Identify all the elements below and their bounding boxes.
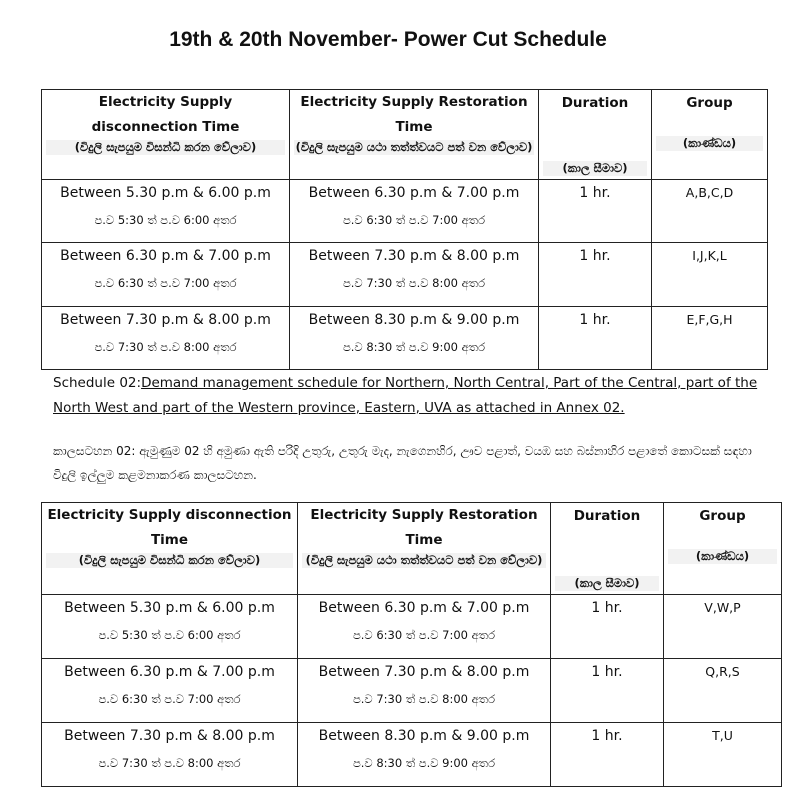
header-disconnect-time: Electricity Supply disconnection Time (විදුලි සැපයුම විසන්ධි කරන වේලාව) [42,503,298,595]
header-duration: Duration (කාල සීමාව) [551,503,664,595]
schedule-02-note-sinhala: කාලසටහන 02: ඇමුණුම 02 හි අමුණා ඇති පරිදි උතුරු, උතුරු මැද, නැගෙනහිර, ඌව පළාත්, වයඹ සහ බස්නාහිර පළාතේ කොටසක් සඳහා විදුලි ඉල්ලුම කළමනාකරණ කාලසටහන. [53,444,752,482]
header-disconnect-time: Electricity Supply disconnection Time (විදුලි සැපයුම විසන්ධි කරන වේලාව) [42,90,290,180]
duration-cell: 1 hr. [539,180,652,243]
group-cell: I,J,K,L [652,243,768,307]
disconnect-time-cell: Between 6.30 p.m & 7.00 p.m ප.ව 6:30 ත් ප.ව 7:00 අතර [42,243,290,307]
table-row [42,723,782,787]
group-cell: Q,R,S [664,659,782,723]
table-header-row [42,503,782,595]
schedule-02-label: Schedule 02: [53,375,142,391]
disconnect-time-cell: Between 6.30 p.m & 7.00 p.m ප.ව 6:30 ත් ප.ව 7:00 අතර [42,659,298,723]
restoration-time-cell: Between 8.30 p.m & 9.00 p.m ප.ව 8:30 ත් ප.ව 9:00 අතර [290,307,539,370]
duration-cell: 1 hr. [551,595,664,659]
schedule-02-note [53,371,773,421]
duration-cell: 1 hr. [539,307,652,370]
header-group: Group (කාණ්ඩය) [652,90,768,180]
header-group: Group (කාණ්ඩය) [664,503,782,595]
disconnect-time-cell: Between 7.30 p.m & 8.00 p.m ප.ව 7:30 ත් ප.ව 8:00 අතර [42,723,298,787]
disconnect-time-cell: Between 7.30 p.m & 8.00 p.m ප.ව 7:30 ත් ප.ව 8:00 අතර [42,307,290,370]
table-row [42,180,768,243]
schedule-table-2 [41,502,782,787]
header-restoration-time: Electricity Supply Restoration Time (විදුලි සැපයුම යථා තත්ත්වයට පත් වන වේලාව) [290,90,539,180]
disconnect-time-cell: Between 5.30 p.m & 6.00 p.m ප.ව 5:30 ත් ප.ව 6:00 අතර [42,180,290,243]
schedule-table-1 [41,89,768,370]
table-header-row [42,90,768,180]
header-restoration-time: Electricity Supply Restoration Time (විදුලි සැපයුම යථා තත්ත්වයට පත් වන වේලාව) [298,503,551,595]
table-row [42,307,768,370]
restoration-time-cell: Between 8.30 p.m & 9.00 p.m ප.ව 8:30 ත් ප.ව 9:00 අතර [298,723,551,787]
duration-cell: 1 hr. [551,659,664,723]
duration-cell: 1 hr. [551,723,664,787]
group-cell: T,U [664,723,782,787]
table-row [42,595,782,659]
restoration-time-cell: Between 7.30 p.m & 8.00 p.m ප.ව 7:30 ත් ප.ව 8:00 අතර [290,243,539,307]
group-cell: E,F,G,H [652,307,768,370]
restoration-time-cell: Between 6.30 p.m & 7.00 p.m ප.ව 6:30 ත් ප.ව 7:00 අතර [290,180,539,243]
page-title: 19th & 20th November- Power Cut Schedule [169,28,607,51]
group-cell: A,B,C,D [652,180,768,243]
group-cell: V,W,P [664,595,782,659]
header-duration: Duration (කාල සීමාව) [539,90,652,180]
disconnect-time-cell: Between 5.30 p.m & 6.00 p.m ප.ව 5:30 ත් ප.ව 6:00 අතර [42,595,298,659]
schedule-02-text: Demand management schedule for Northern, North Central, Part of the Central, part of the North West and part of the Western province, Eastern, UVA as attached in Annex 02. [53,375,758,416]
restoration-time-cell: Between 6.30 p.m & 7.00 p.m ප.ව 6:30 ත් ප.ව 7:00 අතර [298,595,551,659]
duration-cell: 1 hr. [539,243,652,307]
table-row [42,659,782,723]
table-row [42,243,768,307]
restoration-time-cell: Between 7.30 p.m & 8.00 p.m ප.ව 7:30 ත් ප.ව 8:00 අතර [298,659,551,723]
